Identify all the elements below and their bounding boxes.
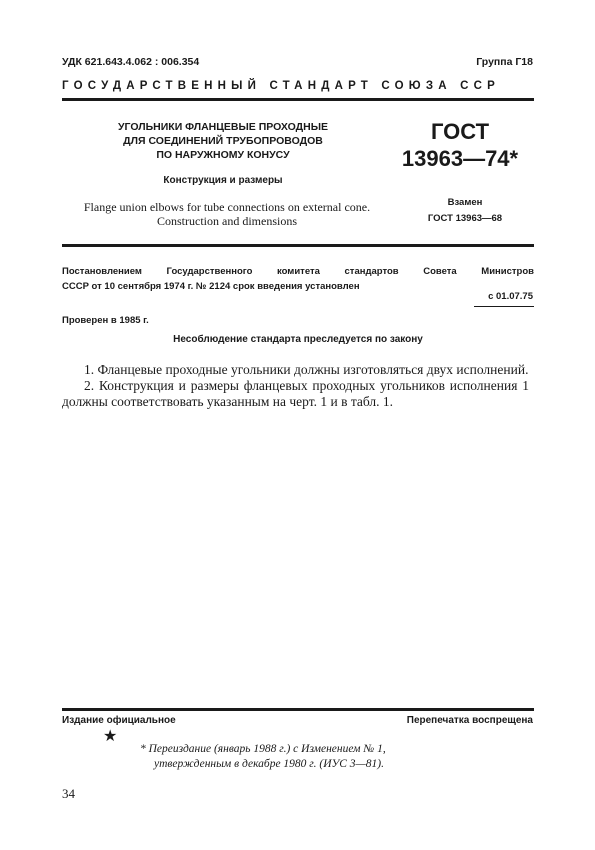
date-underline xyxy=(474,306,534,307)
title-rule xyxy=(62,244,534,247)
body-text xyxy=(62,362,529,410)
decree-text xyxy=(62,264,534,294)
footer-rule xyxy=(62,708,534,711)
star-icon: ★ xyxy=(103,728,118,745)
decree-line: СССР от 10 сентября 1974 г. № 2124 срок введения установлен xyxy=(62,281,360,292)
title-en-line: Flange union elbows for tube connections on external cone. xyxy=(83,200,371,214)
official-edition: Издание официальное xyxy=(62,715,176,726)
title-english xyxy=(62,200,392,228)
replace-value: ГОСТ 13963—68 xyxy=(427,213,503,224)
footnote-line: * Переиздание (январь 1988 г.) с Изменением № 1, xyxy=(140,743,386,755)
header-rule xyxy=(62,98,534,101)
title-russian xyxy=(88,120,358,162)
page-number: 34 xyxy=(62,786,75,801)
title-line: УГОЛЬНИКИ ФЛАНЦЕВЫЕ ПРОХОДНЫЕ xyxy=(117,121,328,133)
replaces-block xyxy=(400,195,530,227)
decree-line: Постановлением Государственного комитета стандартов Совета Министров xyxy=(62,266,534,277)
paragraph: 2. Конструкция и размеры фланцевых проходных угольников исполнения 1 должны соответствовать указанным на черт. 1 и в табл. 1. xyxy=(62,378,529,409)
title-line: ДЛЯ СОЕДИНЕНИЙ ТРУБОПРОВОДОВ xyxy=(123,135,323,147)
title-line: ПО НАРУЖНОМУ КОНУСУ xyxy=(156,149,290,161)
state-standard-heading: ГОСУДАРСТВЕННЫЙ СТАНДАРТ СОЮЗА ССР xyxy=(62,80,501,92)
title-en-line: Construction and dimensions xyxy=(157,214,297,228)
gost-number: 13963—74* xyxy=(401,146,519,171)
udk-code: УДК 621.643.4.062 : 006.354 xyxy=(62,56,200,68)
checked-year: Проверен в 1985 г. xyxy=(62,315,149,326)
effective-date: с 01.07.75 xyxy=(488,291,533,302)
subtitle-russian: Конструкция и размеры xyxy=(163,175,283,186)
paragraph: 1. Фланцевые проходные угольники должны изготовляться двух исполнений. xyxy=(84,362,529,377)
gost-designation xyxy=(390,118,530,172)
footnote xyxy=(140,742,540,772)
reprint-notice: Перепечатка воспрещена xyxy=(406,715,533,726)
law-notice: Несоблюдение стандарта преследуется по закону xyxy=(173,334,423,345)
group-code: Группа Г18 xyxy=(476,56,533,68)
footnote-line: утвержденным в декабре 1980 г. (ИУС 3—81). xyxy=(154,758,384,770)
replace-label: Взамен xyxy=(447,197,483,208)
gost-label: ГОСТ xyxy=(430,119,490,144)
